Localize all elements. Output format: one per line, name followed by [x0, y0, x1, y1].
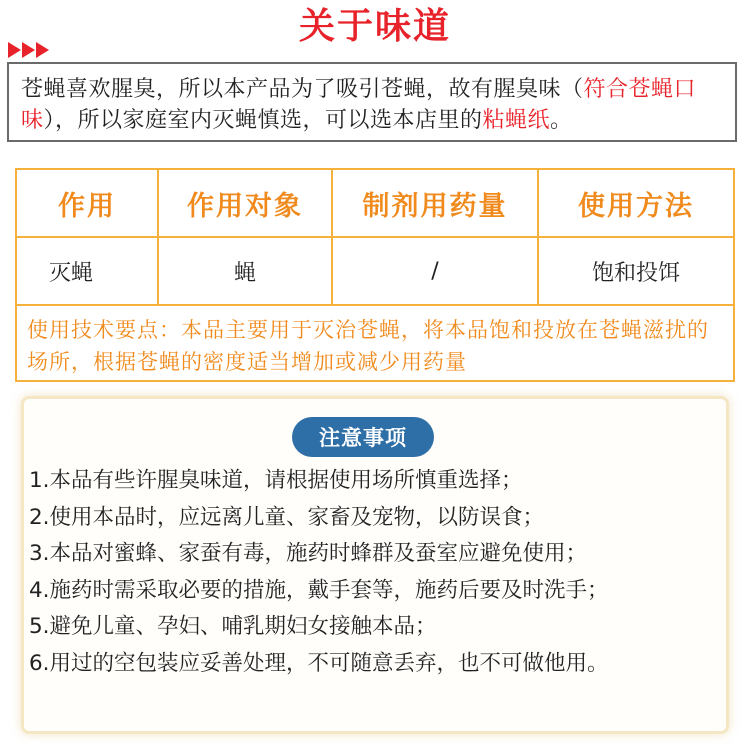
notes-title-badge: 注意事项: [292, 417, 434, 457]
table-header-row: [17, 170, 733, 238]
cell-target: 蝇: [159, 238, 333, 304]
header-cell-target: 作用对象: [159, 170, 333, 236]
cell-method: 饱和投饵: [591, 260, 680, 286]
triangle-right-icon: [36, 42, 49, 58]
intro-text-3: 。: [550, 108, 573, 133]
header-cell-dosage: 制剂用药量: [333, 170, 539, 236]
cell-dosage: /: [333, 238, 539, 304]
intro-highlight-1: 符合苍蝇口味: [21, 77, 697, 133]
cell-function: 灭蝇: [17, 238, 159, 304]
table-row: [17, 238, 733, 306]
header-cell-method: 使用方法: [578, 190, 694, 222]
list-item: 5.避免儿童、孕妇、哺乳期妇女接触本品；: [29, 614, 437, 639]
intro-box: [7, 62, 737, 142]
list-item: 6.用过的空包装应妥善处理，不可随意丢弃，也不可做他用。: [29, 650, 609, 676]
triangle-right-icon: [22, 42, 35, 58]
list-item: 1.本品有些许腥臭味道，请根据使用场所慎重选择；: [29, 468, 523, 493]
arrow-markers: [8, 42, 50, 58]
technical-note: 使用技术要点：本品主要用于灭治苍蝇，将本品饱和投放在苍蝇滋扰的场所，根据苍蝇的密度适当增加或减少用药量: [27, 318, 709, 374]
list-item: 2.使用本品时，应远离儿童、家畜及宠物，以防误食；: [29, 504, 545, 530]
list-item: 3.本品对蜜蜂、家蚕有毒，施药时蜂群及蚕室应避免使用；: [29, 541, 588, 566]
usage-table: [15, 168, 735, 382]
list-item: 4.施药时需采取必要的措施，戴手套等，施药后要及时洗手；: [29, 577, 609, 603]
page-title: 关于味道: [298, 6, 451, 47]
header-cell-function: 作用: [17, 170, 159, 236]
notes-panel: [21, 396, 729, 734]
intro-text-1: 苍蝇喜欢腥臭，所以本产品为了吸引苍蝇，故有腥臭味（: [21, 77, 584, 102]
notes-list: [29, 463, 729, 682]
intro-highlight-2: 粘蝇纸: [482, 108, 551, 133]
intro-text-2: ），所以家庭室内灭蝇慎选，可以选本店里的: [43, 108, 483, 133]
triangle-right-icon: [8, 42, 21, 58]
